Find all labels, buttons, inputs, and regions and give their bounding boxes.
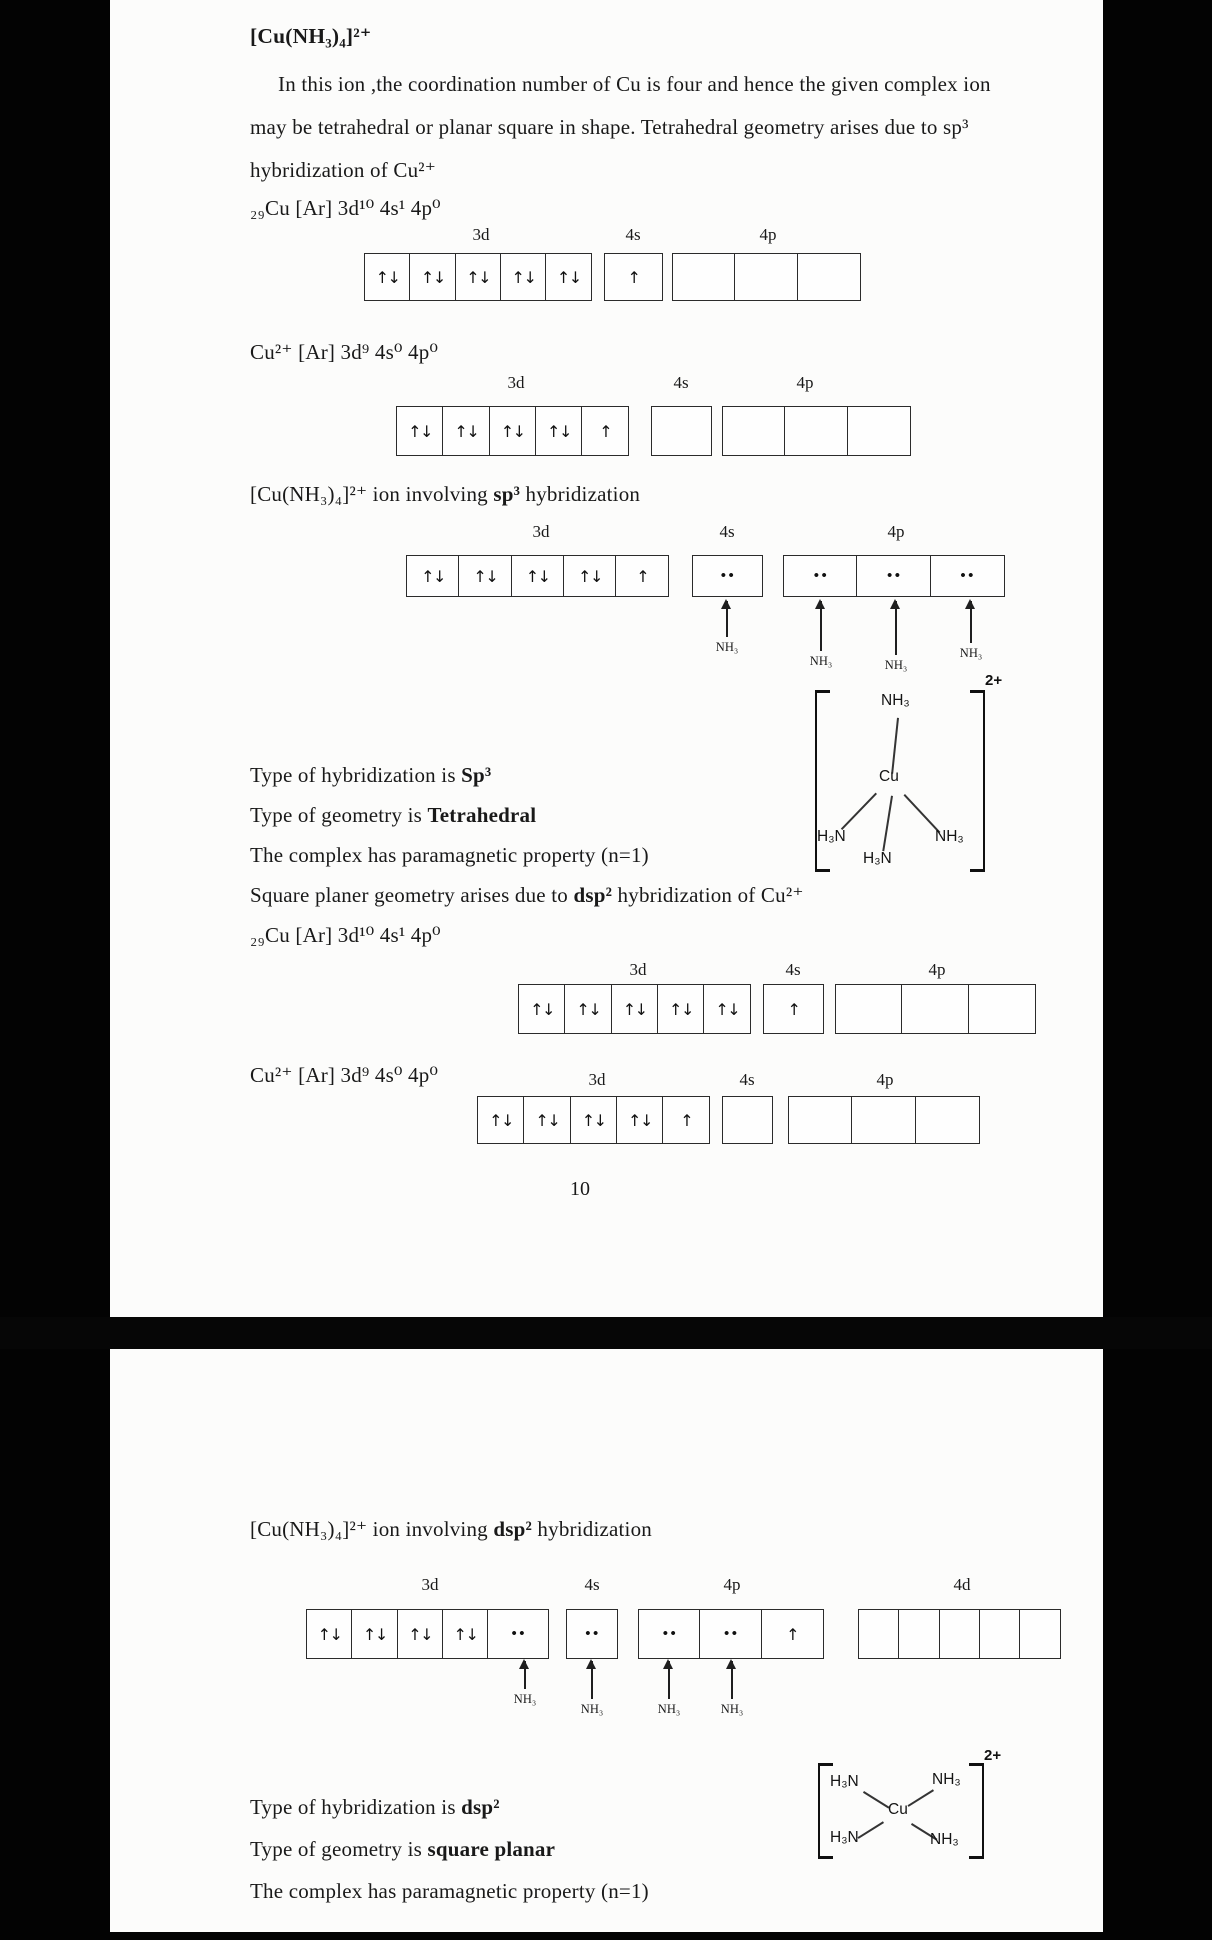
orbital-cell: ↑↓: [535, 406, 583, 456]
document-page-2: [110, 1349, 1103, 1932]
orbital-cell: ↑↓: [396, 406, 444, 456]
metal-center: Cu: [888, 1801, 908, 1818]
orbital-cell: ••: [783, 555, 858, 597]
page-number: 10: [570, 1178, 590, 1200]
orbital-cell: [915, 1096, 980, 1144]
orbital-cell: ↑↓: [563, 555, 617, 597]
ligand-top-left: H₃N: [830, 1773, 859, 1790]
orbital-label-4s: 4s: [584, 1575, 600, 1594]
orbital-cell: [651, 406, 712, 456]
nh3-donor-label: NH₃: [657, 1702, 681, 1716]
nh3-donor-label: NH₃: [809, 654, 833, 668]
orbital-cell: ↑: [763, 984, 824, 1034]
orbital-label-3d: 3d: [472, 225, 490, 244]
orbital-cell: ↑↓: [564, 984, 612, 1034]
orbital-cell: ↑↓: [489, 406, 537, 456]
charge-label: 2+: [985, 672, 1003, 689]
orbital-cell: [979, 1609, 1021, 1659]
page-separator: [0, 1317, 1212, 1349]
electron-config-cu-ion: Cu²⁺ [Ar] 3d⁹ 4s⁰ 4p⁰: [250, 1063, 439, 1087]
orbital-label-4p: 4p: [796, 373, 814, 392]
orbital-cell: ↑↓: [500, 253, 547, 301]
orbital-label-4s: 4s: [719, 522, 735, 541]
nh3-donor-label: NH₃: [513, 1692, 537, 1706]
orbital-cell: ↑: [662, 1096, 710, 1144]
nh3-donor-label: NH₃: [715, 640, 739, 654]
bond-line: [891, 718, 899, 774]
square-planar-structure: [816, 1747, 1006, 1872]
orbital-label-4p: 4p: [887, 522, 905, 541]
geometry-fact: Type of geometry is square planar: [250, 1837, 556, 1861]
orbital-cell: ↑↓: [351, 1609, 398, 1659]
donor-arrow-icon: [970, 601, 972, 643]
orbital-cell: [788, 1096, 853, 1144]
orbital-group-3d: [477, 1096, 710, 1144]
orbital-group-3d: [364, 253, 592, 301]
orbital-group-4p: [638, 1609, 824, 1659]
donor-arrow-icon: [524, 1661, 526, 1689]
orbital-label-3d: 3d: [588, 1070, 606, 1089]
orbital-cell: ↑↓: [616, 1096, 664, 1144]
orbital-label-3d: 3d: [421, 1575, 439, 1594]
hybridization-fact: Type of hybridization is dsp²: [250, 1795, 500, 1819]
electron-config-cu-ion: Cu²⁺ [Ar] 3d⁹ 4s⁰ 4p⁰: [250, 340, 439, 364]
sp3-heading: [Cu(NH₃)₄]²⁺ ion involving sp³ hybridization: [250, 482, 641, 506]
orbital-cell: ↑↓: [306, 1609, 353, 1659]
ligand-left: H₃N: [817, 828, 846, 845]
orbital-cell: ↑↓: [364, 253, 411, 301]
orbital-cell: [784, 406, 848, 456]
ligand-top: NH₃: [881, 692, 910, 709]
geometry-fact: Type of geometry is Tetrahedral: [250, 803, 537, 827]
orbital-label-3d: 3d: [532, 522, 550, 541]
orbital-group-4s: [651, 406, 712, 456]
orbital-cell: [797, 253, 861, 301]
hybridization-fact: Type of hybridization is Sp³: [250, 763, 492, 787]
nh3-donor-label: NH₃: [720, 1702, 744, 1716]
bond-line: [882, 796, 893, 852]
donor-arrow-icon: [668, 1661, 670, 1699]
tetrahedral-structure: [815, 672, 1015, 882]
electron-config-cu-ground: ₂₉Cu [Ar] 3d¹⁰ 4s¹ 4p⁰: [250, 196, 441, 220]
orbital-cell: [901, 984, 969, 1034]
orbital-group-4p: [722, 406, 911, 456]
orbital-cell: ↑↓: [442, 406, 490, 456]
orbital-cell: ••: [487, 1609, 549, 1659]
bracket-right: [970, 690, 985, 872]
ligand-bottom-right: NH₃: [930, 1831, 959, 1848]
ligand-top-right: NH₃: [932, 1771, 961, 1788]
orbital-cell: ↑↓: [518, 984, 566, 1034]
orbital-cell: [734, 253, 798, 301]
orbital-cell: ↑↓: [455, 253, 502, 301]
donor-arrow-icon: [726, 601, 728, 637]
orbital-cell: ↑↓: [511, 555, 565, 597]
orbital-label-4s: 4s: [625, 225, 641, 244]
orbital-label-4p: 4p: [759, 225, 777, 244]
donor-arrow-icon: [820, 601, 822, 651]
donor-arrow-icon: [731, 1661, 733, 1699]
orbital-cell: ••: [856, 555, 931, 597]
orbital-cell: ↑↓: [442, 1609, 489, 1659]
orbital-cell: ↑: [604, 253, 663, 301]
orbital-cell: [939, 1609, 981, 1659]
orbital-group-3d: [406, 555, 669, 597]
paramagnetic-fact: The complex has paramagnetic property (n=1): [250, 843, 649, 867]
orbital-cell: ↑↓: [611, 984, 659, 1034]
orbital-cell: ••: [638, 1609, 701, 1659]
complex-ion-title: [Cu(NH₃)₄]²⁺: [250, 24, 372, 48]
ligand-right: NH₃: [935, 828, 964, 845]
nh3-donor-label: NH₃: [959, 646, 983, 660]
bond-line: [841, 793, 877, 830]
dsp2-heading: [Cu(NH₃)₄]²⁺ ion involving dsp² hybridization: [250, 1517, 652, 1541]
orbital-group-4p: [788, 1096, 980, 1144]
donor-arrow-icon: [895, 601, 897, 655]
charge-label: 2+: [984, 1747, 1002, 1764]
nh3-donor-label: NH₃: [580, 1702, 604, 1716]
paragraph-line: In this ion ,the coordination number of Cu is four and hence the given complex ion: [278, 72, 991, 96]
paramagnetic-fact: The complex has paramagnetic property (n=1): [250, 1879, 649, 1903]
metal-center: Cu: [879, 768, 899, 785]
orbital-cell: ••: [692, 555, 763, 597]
square-planar-intro: Square planer geometry arises due to dsp² hybridization of Cu²⁺: [250, 883, 804, 907]
orbital-cell: ••: [930, 555, 1005, 597]
orbital-group-4d: [858, 1609, 1061, 1659]
paragraph-line: may be tetrahedral or planar square in shape. Tetrahedral geometry arises due to sp³: [250, 115, 969, 139]
orbital-label-3d: 3d: [629, 960, 647, 979]
orbital-label-4p: 4p: [876, 1070, 894, 1089]
orbital-cell: ↑: [615, 555, 669, 597]
orbital-cell: ↑↓: [657, 984, 705, 1034]
orbital-cell: [898, 1609, 940, 1659]
nh3-donor-label: NH₃: [884, 658, 908, 672]
orbital-cell: ••: [566, 1609, 618, 1659]
orbital-label-3d: 3d: [507, 373, 525, 392]
bond-line: [858, 1821, 884, 1838]
orbital-cell: [847, 406, 911, 456]
orbital-cell: ↑↓: [397, 1609, 444, 1659]
orbital-cell: ↑: [581, 406, 629, 456]
orbital-cell: [722, 1096, 773, 1144]
orbital-group-4s: [566, 1609, 618, 1659]
orbital-cell: [835, 984, 903, 1034]
ligand-bottom: H₃N: [863, 850, 892, 867]
orbital-cell: ↑↓: [523, 1096, 571, 1144]
orbital-cell: ↑: [761, 1609, 824, 1659]
orbital-group-3d: [518, 984, 751, 1034]
orbital-cell: [1019, 1609, 1061, 1659]
bond-line: [908, 1789, 934, 1806]
orbital-label-4p: 4p: [928, 960, 946, 979]
orbital-label-4s: 4s: [785, 960, 801, 979]
orbital-group-4s: [604, 253, 663, 301]
orbital-cell: ••: [699, 1609, 762, 1659]
orbital-cell: ↑↓: [458, 555, 512, 597]
orbital-group-4s: [722, 1096, 773, 1144]
bond-line: [863, 1791, 889, 1808]
orbital-cell: ↑↓: [545, 253, 592, 301]
orbital-group-4p: [835, 984, 1036, 1034]
orbital-cell: [858, 1609, 900, 1659]
orbital-group-3d: [396, 406, 629, 456]
bracket-right: [969, 1763, 984, 1859]
orbital-cell: [722, 406, 786, 456]
orbital-group-3d: [306, 1609, 549, 1659]
orbital-group-4s: [763, 984, 824, 1034]
orbital-label-4s: 4s: [673, 373, 689, 392]
orbital-label-4d: 4d: [953, 1575, 971, 1594]
orbital-cell: ↑↓: [409, 253, 456, 301]
donor-arrow-icon: [591, 1661, 593, 1699]
paragraph-line: hybridization of Cu²⁺: [250, 158, 437, 182]
orbital-cell: ↑↓: [477, 1096, 525, 1144]
orbital-cell: [672, 253, 736, 301]
orbital-cell: ↑↓: [406, 555, 460, 597]
orbital-group-4p: [783, 555, 1005, 597]
orbital-cell: [968, 984, 1036, 1034]
orbital-cell: ↑↓: [703, 984, 751, 1034]
orbital-group-4s: [692, 555, 763, 597]
document-page-1: [110, 0, 1103, 1317]
orbital-group-4p: [672, 253, 861, 301]
orbital-cell: [851, 1096, 916, 1144]
orbital-label-4p: 4p: [723, 1575, 741, 1594]
ligand-bottom-left: H₃N: [830, 1829, 859, 1846]
orbital-cell: ↑↓: [570, 1096, 618, 1144]
electron-config-cu-ground: ₂₉Cu [Ar] 3d¹⁰ 4s¹ 4p⁰: [250, 923, 441, 947]
orbital-label-4s: 4s: [739, 1070, 755, 1089]
